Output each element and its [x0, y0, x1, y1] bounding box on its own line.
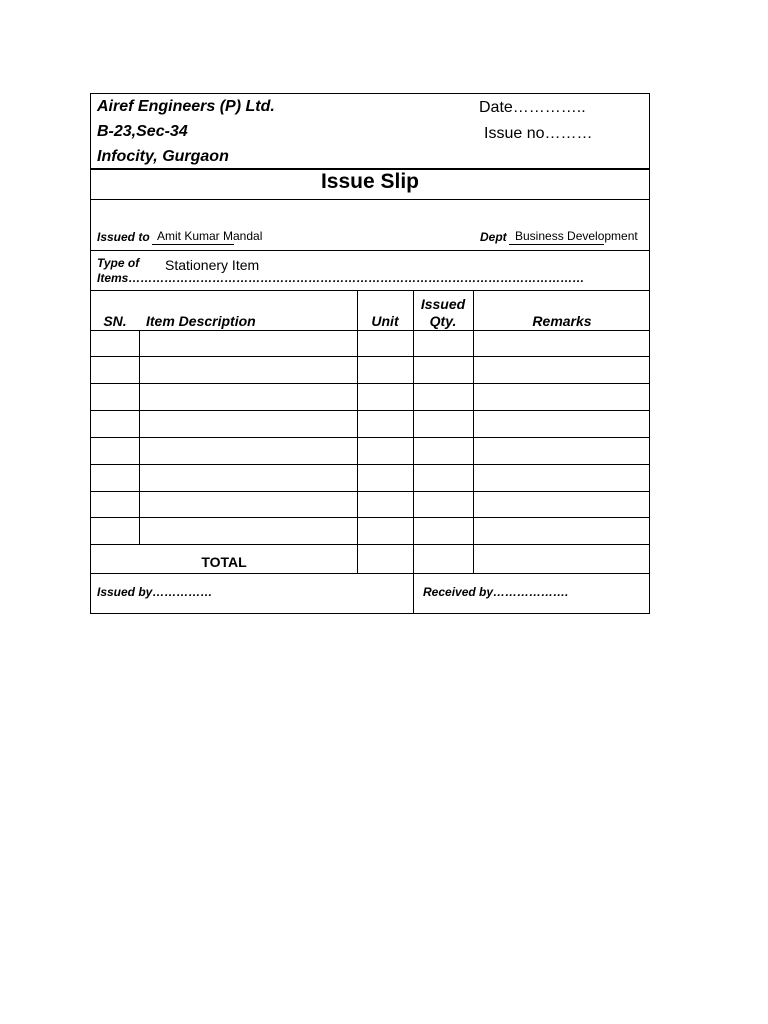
column-header-unit: Unit	[371, 313, 399, 329]
table-row	[91, 517, 649, 518]
company-name: Airef Engineers (P) Ltd.	[97, 98, 275, 115]
divider	[91, 199, 649, 200]
column-header-issued-qty-line2: Qty.	[429, 313, 457, 329]
issued-to-label: Issued to	[97, 230, 150, 244]
column-divider	[357, 290, 358, 573]
table-row	[91, 437, 649, 438]
dept-label: Dept	[480, 230, 507, 244]
company-address-line1: B-23,Sec-34	[97, 123, 188, 140]
table-row	[91, 383, 649, 384]
column-header-item-description: Item Description	[146, 313, 256, 329]
table-row	[91, 491, 649, 492]
divider	[91, 250, 649, 251]
form-title: Issue Slip	[320, 170, 420, 193]
issued-to-value: Amit Kumar Mandal	[157, 229, 263, 243]
divider	[91, 290, 649, 291]
column-divider	[139, 330, 140, 544]
table-row	[91, 356, 649, 357]
issue-slip-form	[90, 93, 650, 614]
issued-by-field: Issued by……………	[97, 585, 213, 599]
column-header-remarks: Remarks	[532, 313, 592, 329]
table-row	[91, 573, 649, 574]
items-dotted-line: Items……………………………………………………………………………………………………	[97, 271, 585, 285]
dept-value: Business Development	[515, 229, 638, 243]
company-address-line2: Infocity, Gurgaon	[97, 148, 229, 165]
date-field: Date…………..	[479, 99, 586, 116]
divider	[91, 330, 649, 331]
issued-to-underline	[152, 244, 234, 245]
table-row	[91, 464, 649, 465]
type-of-items-value: Stationery Item	[165, 257, 260, 273]
total-label: TOTAL	[201, 554, 247, 570]
table-row	[91, 410, 649, 411]
dept-underline	[509, 244, 604, 245]
table-row	[91, 544, 649, 545]
column-divider	[413, 290, 414, 614]
type-of-items-label: Type of	[97, 256, 140, 270]
column-header-sn: SN.	[103, 313, 127, 329]
column-header-issued-qty-line1: Issued	[420, 296, 466, 312]
column-divider	[473, 290, 474, 573]
received-by-field: Received by……………….	[423, 585, 569, 599]
issue-number-field: Issue no………	[484, 125, 593, 142]
